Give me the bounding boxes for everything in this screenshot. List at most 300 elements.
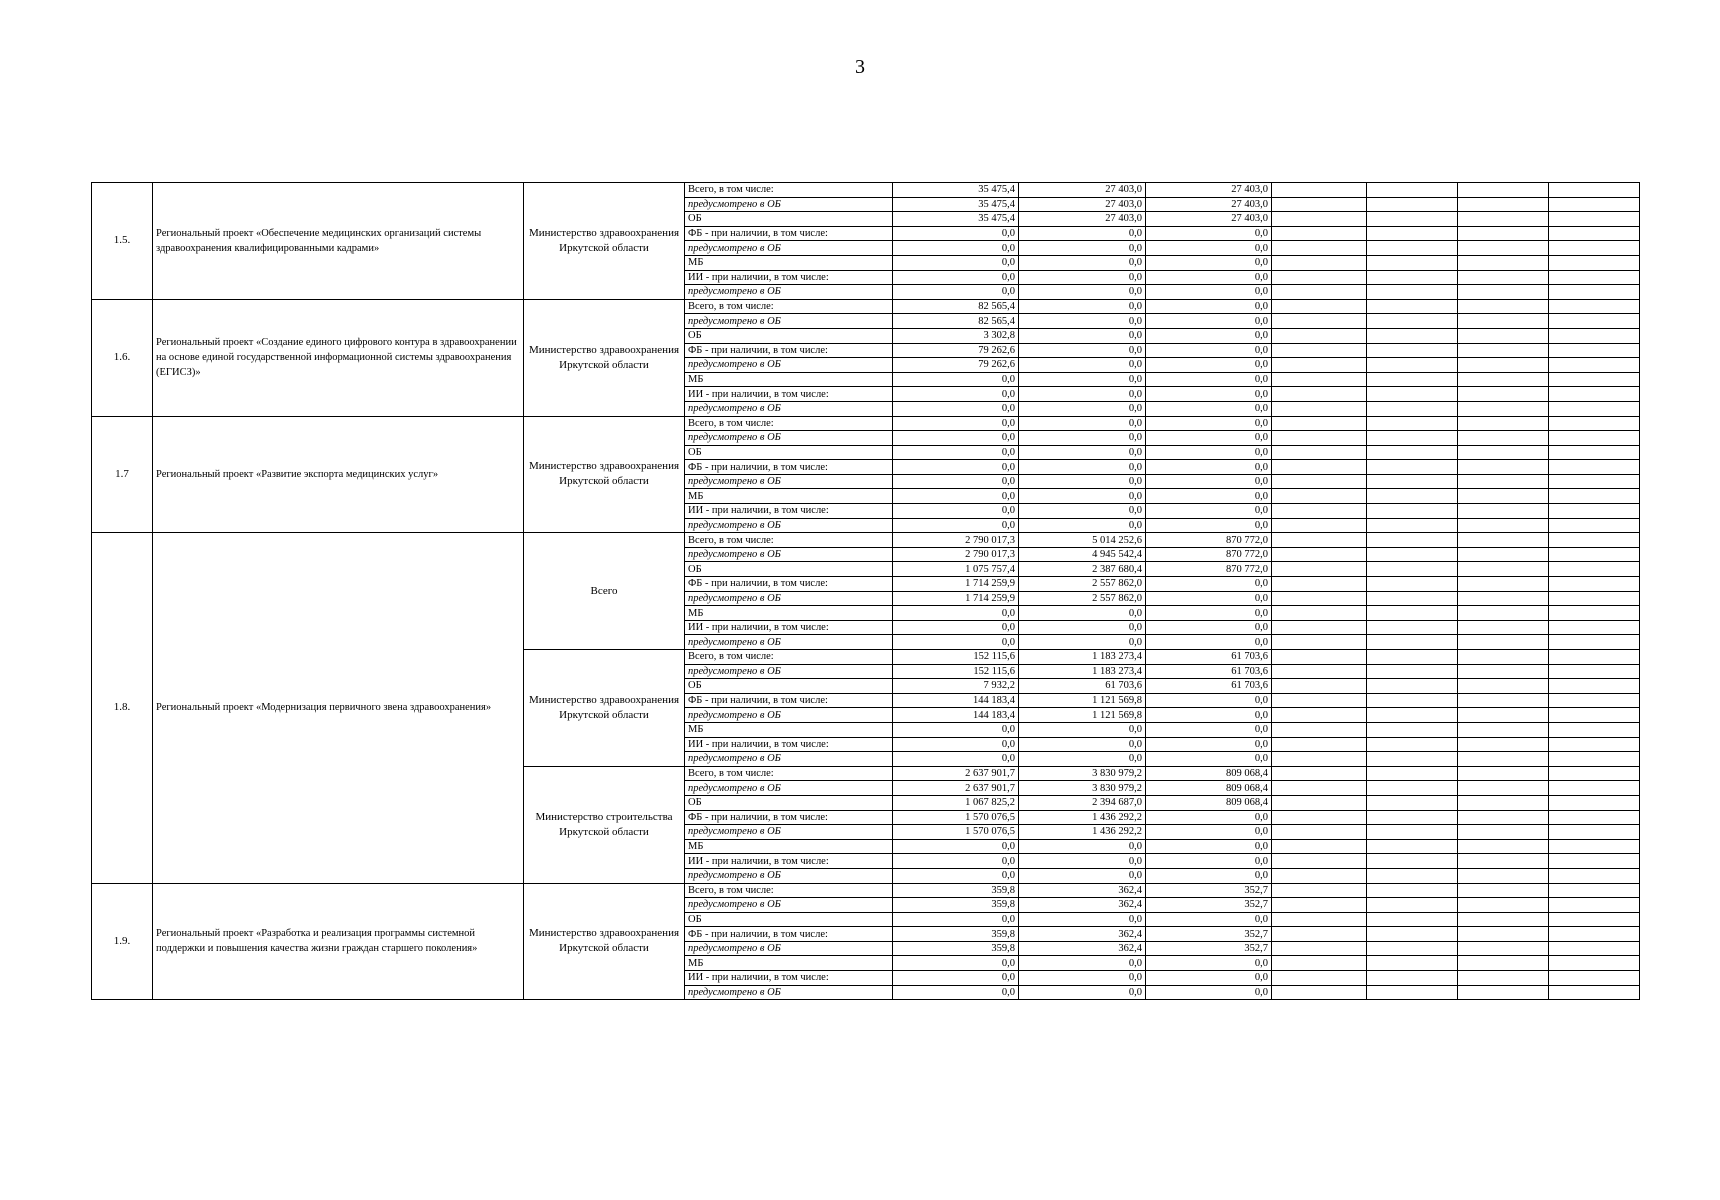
amount-cell: 144 183,4 — [893, 693, 1019, 708]
project-name: Региональный проект «Развитие экспорта медицинских услуг» — [153, 416, 524, 533]
funding-source-label: ОБ — [685, 912, 893, 927]
table-body — [92, 183, 1720, 1000]
empty-cell — [1549, 810, 1640, 825]
funding-source-label: ОБ — [685, 328, 893, 343]
funding-source-label: предусмотрено в ОБ — [685, 664, 893, 679]
empty-cell — [1458, 606, 1549, 621]
empty-cell — [1367, 985, 1458, 1000]
amount-cell: 0,0 — [1019, 285, 1146, 300]
amount-cell: 35 475,4 — [893, 212, 1019, 227]
amount-cell: 0,0 — [1019, 372, 1146, 387]
empty-cell — [1549, 562, 1640, 577]
empty-cell — [1458, 183, 1549, 198]
amount-cell: 0,0 — [1146, 971, 1272, 986]
amount-cell: 3 302,8 — [893, 328, 1019, 343]
empty-cell — [1549, 868, 1640, 883]
amount-cell: 0,0 — [1146, 722, 1272, 737]
funding-source-label: предусмотрено в ОБ — [685, 547, 893, 562]
empty-cell — [1458, 752, 1549, 767]
empty-cell — [1272, 708, 1367, 723]
empty-cell — [1272, 868, 1367, 883]
empty-cell — [1458, 898, 1549, 913]
empty-cell — [1458, 956, 1549, 971]
empty-cell — [1367, 518, 1458, 533]
amount-cell: 362,4 — [1019, 883, 1146, 898]
empty-cell — [1458, 883, 1549, 898]
empty-cell — [1458, 504, 1549, 519]
empty-cell — [1549, 693, 1640, 708]
empty-cell — [1272, 533, 1367, 548]
empty-cell — [1458, 650, 1549, 665]
amount-cell: 809 068,4 — [1146, 781, 1272, 796]
table-row — [92, 416, 1720, 431]
amount-cell: 0,0 — [1146, 985, 1272, 1000]
empty-cell — [1549, 985, 1640, 1000]
empty-cell — [1458, 547, 1549, 562]
amount-cell: 359,8 — [893, 941, 1019, 956]
amount-cell: 362,4 — [1019, 941, 1146, 956]
amount-cell: 0,0 — [893, 971, 1019, 986]
empty-cell — [1367, 577, 1458, 592]
amount-cell: 1 183 273,4 — [1019, 650, 1146, 665]
empty-cell — [1549, 460, 1640, 475]
empty-cell — [1549, 314, 1640, 329]
amount-cell: 0,0 — [893, 722, 1019, 737]
project-number: 1.8. — [92, 533, 153, 883]
amount-cell: 0,0 — [893, 620, 1019, 635]
empty-cell — [1458, 620, 1549, 635]
empty-cell — [1367, 299, 1458, 314]
empty-cell — [1458, 518, 1549, 533]
amount-cell: 0,0 — [1146, 635, 1272, 650]
empty-cell — [1549, 328, 1640, 343]
empty-cell — [1549, 285, 1640, 300]
project-number: 1.7 — [92, 416, 153, 533]
funding-source-label: Всего, в том числе: — [685, 416, 893, 431]
responsible-executor: Министерство здравоохранения Иркутской области — [524, 650, 685, 767]
empty-cell — [1367, 664, 1458, 679]
amount-cell: 0,0 — [1146, 708, 1272, 723]
funding-source-label: ФБ - при наличии, в том числе: — [685, 927, 893, 942]
empty-cell — [1549, 474, 1640, 489]
empty-cell — [1549, 650, 1640, 665]
amount-cell: 1 436 292,2 — [1019, 810, 1146, 825]
funding-source-label: предусмотрено в ОБ — [685, 898, 893, 913]
funding-source-label: МБ — [685, 722, 893, 737]
empty-cell — [1367, 752, 1458, 767]
empty-cell — [1458, 591, 1549, 606]
amount-cell: 35 475,4 — [893, 183, 1019, 198]
project-name: Региональный проект «Создание единого цифрового контура в здравоохранении на основе единой государственной информационной системы здравоохранения (ЕГИСЗ)» — [153, 299, 524, 416]
amount-cell: 0,0 — [1019, 752, 1146, 767]
empty-cell — [1549, 795, 1640, 810]
amount-cell: 0,0 — [1146, 606, 1272, 621]
amount-cell: 0,0 — [893, 752, 1019, 767]
financing-table — [91, 182, 1720, 1000]
amount-cell: 0,0 — [1019, 241, 1146, 256]
empty-cell — [1458, 474, 1549, 489]
amount-cell: 870 772,0 — [1146, 547, 1272, 562]
empty-cell — [1549, 766, 1640, 781]
amount-cell: 0,0 — [1146, 693, 1272, 708]
empty-cell — [1458, 416, 1549, 431]
financing-table-wrapper — [91, 182, 1720, 1000]
empty-cell — [1458, 401, 1549, 416]
funding-source-label: ОБ — [685, 445, 893, 460]
amount-cell: 0,0 — [1146, 810, 1272, 825]
empty-cell — [1272, 518, 1367, 533]
empty-cell — [1458, 489, 1549, 504]
amount-cell: 1 436 292,2 — [1019, 825, 1146, 840]
empty-cell — [1272, 255, 1367, 270]
amount-cell: 359,8 — [893, 898, 1019, 913]
amount-cell: 0,0 — [893, 270, 1019, 285]
empty-cell — [1458, 927, 1549, 942]
empty-cell — [1549, 839, 1640, 854]
amount-cell: 27 403,0 — [1146, 183, 1272, 198]
empty-cell — [1549, 737, 1640, 752]
funding-source-label: ИИ - при наличии, в том числе: — [685, 854, 893, 869]
amount-cell: 5 014 252,6 — [1019, 533, 1146, 548]
empty-cell — [1367, 183, 1458, 198]
empty-cell — [1458, 766, 1549, 781]
empty-cell — [1549, 343, 1640, 358]
empty-cell — [1367, 883, 1458, 898]
amount-cell: 359,8 — [893, 927, 1019, 942]
empty-cell — [1367, 197, 1458, 212]
empty-cell — [1367, 270, 1458, 285]
amount-cell: 0,0 — [893, 854, 1019, 869]
empty-cell — [1549, 431, 1640, 446]
amount-cell: 79 262,6 — [893, 343, 1019, 358]
amount-cell: 0,0 — [893, 474, 1019, 489]
amount-cell: 352,7 — [1146, 927, 1272, 942]
amount-cell: 0,0 — [1146, 956, 1272, 971]
empty-cell — [1367, 226, 1458, 241]
empty-cell — [1367, 460, 1458, 475]
funding-source-label: предусмотрено в ОБ — [685, 708, 893, 723]
empty-cell — [1272, 372, 1367, 387]
funding-source-label: предусмотрено в ОБ — [685, 635, 893, 650]
empty-cell — [1458, 212, 1549, 227]
empty-cell — [1549, 679, 1640, 694]
funding-source-label: предусмотрено в ОБ — [685, 358, 893, 373]
amount-cell: 144 183,4 — [893, 708, 1019, 723]
empty-cell — [1272, 183, 1367, 198]
amount-cell: 2 637 901,7 — [893, 781, 1019, 796]
amount-cell: 0,0 — [1019, 358, 1146, 373]
empty-cell — [1272, 328, 1367, 343]
empty-cell — [1549, 518, 1640, 533]
empty-cell — [1549, 197, 1640, 212]
funding-source-label: ИИ - при наличии, в том числе: — [685, 504, 893, 519]
amount-cell: 0,0 — [1019, 401, 1146, 416]
empty-cell — [1272, 562, 1367, 577]
funding-source-label: ИИ - при наличии, в том числе: — [685, 620, 893, 635]
funding-source-label: МБ — [685, 489, 893, 504]
empty-cell — [1549, 358, 1640, 373]
amount-cell: 352,7 — [1146, 898, 1272, 913]
amount-cell: 1 714 259,9 — [893, 591, 1019, 606]
empty-cell — [1458, 810, 1549, 825]
empty-cell — [1549, 533, 1640, 548]
empty-cell — [1549, 941, 1640, 956]
empty-cell — [1367, 358, 1458, 373]
empty-cell — [1272, 941, 1367, 956]
amount-cell: 809 068,4 — [1146, 766, 1272, 781]
amount-cell: 0,0 — [893, 431, 1019, 446]
empty-cell — [1458, 971, 1549, 986]
empty-cell — [1549, 620, 1640, 635]
empty-cell — [1549, 708, 1640, 723]
empty-cell — [1458, 328, 1549, 343]
amount-cell: 0,0 — [1019, 445, 1146, 460]
amount-cell: 0,0 — [1019, 460, 1146, 475]
amount-cell: 0,0 — [1146, 314, 1272, 329]
amount-cell: 0,0 — [1019, 722, 1146, 737]
empty-cell — [1272, 547, 1367, 562]
amount-cell: 0,0 — [1146, 401, 1272, 416]
empty-cell — [1272, 825, 1367, 840]
empty-cell — [1549, 270, 1640, 285]
empty-cell — [1458, 868, 1549, 883]
amount-cell: 362,4 — [1019, 898, 1146, 913]
amount-cell: 0,0 — [1019, 299, 1146, 314]
amount-cell: 79 262,6 — [893, 358, 1019, 373]
funding-source-label: предусмотрено в ОБ — [685, 241, 893, 256]
empty-cell — [1458, 781, 1549, 796]
funding-source-label: предусмотрено в ОБ — [685, 591, 893, 606]
funding-source-label: предусмотрено в ОБ — [685, 314, 893, 329]
empty-cell — [1367, 431, 1458, 446]
empty-cell — [1272, 241, 1367, 256]
empty-cell — [1549, 606, 1640, 621]
empty-cell — [1549, 445, 1640, 460]
funding-source-label: предусмотрено в ОБ — [685, 518, 893, 533]
empty-cell — [1367, 533, 1458, 548]
funding-source-label: предусмотрено в ОБ — [685, 401, 893, 416]
amount-cell: 0,0 — [893, 956, 1019, 971]
amount-cell: 0,0 — [893, 226, 1019, 241]
empty-cell — [1549, 372, 1640, 387]
amount-cell: 0,0 — [1019, 737, 1146, 752]
empty-cell — [1367, 693, 1458, 708]
empty-cell — [1549, 489, 1640, 504]
project-number: 1.9. — [92, 883, 153, 1000]
funding-source-label: МБ — [685, 255, 893, 270]
empty-cell — [1272, 679, 1367, 694]
funding-source-label: МБ — [685, 839, 893, 854]
empty-cell — [1549, 577, 1640, 592]
funding-source-label: ОБ — [685, 562, 893, 577]
empty-cell — [1458, 912, 1549, 927]
amount-cell: 0,0 — [893, 445, 1019, 460]
empty-cell — [1367, 591, 1458, 606]
empty-cell — [1367, 825, 1458, 840]
amount-cell: 0,0 — [893, 489, 1019, 504]
amount-cell: 82 565,4 — [893, 299, 1019, 314]
funding-source-label: ФБ - при наличии, в том числе: — [685, 460, 893, 475]
empty-cell — [1272, 620, 1367, 635]
amount-cell: 0,0 — [1146, 285, 1272, 300]
amount-cell: 0,0 — [1146, 460, 1272, 475]
empty-cell — [1272, 285, 1367, 300]
funding-source-label: предусмотрено в ОБ — [685, 474, 893, 489]
amount-cell: 0,0 — [1146, 270, 1272, 285]
empty-cell — [1272, 314, 1367, 329]
empty-cell — [1549, 416, 1640, 431]
amount-cell: 0,0 — [1019, 635, 1146, 650]
amount-cell: 0,0 — [893, 518, 1019, 533]
empty-cell — [1549, 255, 1640, 270]
amount-cell: 0,0 — [1146, 518, 1272, 533]
empty-cell — [1367, 255, 1458, 270]
amount-cell: 0,0 — [893, 241, 1019, 256]
amount-cell: 27 403,0 — [1146, 197, 1272, 212]
funding-source-label: ФБ - при наличии, в том числе: — [685, 226, 893, 241]
table-row — [92, 883, 1720, 898]
responsible-executor: Министерство здравоохранения Иркутской области — [524, 183, 685, 300]
amount-cell: 0,0 — [1146, 912, 1272, 927]
funding-source-label: ИИ - при наличии, в том числе: — [685, 971, 893, 986]
amount-cell: 0,0 — [1146, 868, 1272, 883]
funding-source-label: ФБ - при наличии, в том числе: — [685, 810, 893, 825]
amount-cell: 0,0 — [1146, 752, 1272, 767]
amount-cell: 0,0 — [893, 635, 1019, 650]
empty-cell — [1458, 679, 1549, 694]
funding-source-label: ИИ - при наличии, в том числе: — [685, 737, 893, 752]
empty-cell — [1549, 591, 1640, 606]
amount-cell: 27 403,0 — [1019, 183, 1146, 198]
amount-cell: 0,0 — [1146, 825, 1272, 840]
empty-cell — [1272, 445, 1367, 460]
empty-cell — [1272, 810, 1367, 825]
amount-cell: 0,0 — [893, 401, 1019, 416]
empty-cell — [1458, 737, 1549, 752]
empty-cell — [1367, 445, 1458, 460]
amount-cell: 0,0 — [1019, 518, 1146, 533]
amount-cell: 0,0 — [1019, 416, 1146, 431]
empty-cell — [1549, 401, 1640, 416]
empty-cell — [1367, 416, 1458, 431]
amount-cell: 0,0 — [1019, 328, 1146, 343]
amount-cell: 2 387 680,4 — [1019, 562, 1146, 577]
empty-cell — [1549, 781, 1640, 796]
funding-source-label: Всего, в том числе: — [685, 299, 893, 314]
empty-cell — [1272, 650, 1367, 665]
empty-cell — [1272, 854, 1367, 869]
empty-cell — [1367, 372, 1458, 387]
empty-cell — [1272, 927, 1367, 942]
empty-cell — [1367, 971, 1458, 986]
amount-cell: 3 830 979,2 — [1019, 781, 1146, 796]
amount-cell: 4 945 542,4 — [1019, 547, 1146, 562]
empty-cell — [1367, 679, 1458, 694]
empty-cell — [1458, 941, 1549, 956]
amount-cell: 2 790 017,3 — [893, 547, 1019, 562]
amount-cell: 152 115,6 — [893, 650, 1019, 665]
funding-source-label: ИИ - при наличии, в том числе: — [685, 270, 893, 285]
empty-cell — [1367, 708, 1458, 723]
amount-cell: 0,0 — [1146, 343, 1272, 358]
amount-cell: 0,0 — [893, 985, 1019, 1000]
amount-cell: 0,0 — [1019, 255, 1146, 270]
funding-source-label: предусмотрено в ОБ — [685, 868, 893, 883]
empty-cell — [1458, 533, 1549, 548]
amount-cell: 352,7 — [1146, 883, 1272, 898]
empty-cell — [1367, 737, 1458, 752]
funding-source-label: ФБ - при наличии, в том числе: — [685, 343, 893, 358]
amount-cell: 0,0 — [893, 912, 1019, 927]
amount-cell: 870 772,0 — [1146, 562, 1272, 577]
empty-cell — [1367, 474, 1458, 489]
empty-cell — [1367, 839, 1458, 854]
empty-cell — [1458, 314, 1549, 329]
amount-cell: 2 394 687,0 — [1019, 795, 1146, 810]
amount-cell: 0,0 — [1146, 255, 1272, 270]
empty-cell — [1367, 941, 1458, 956]
empty-cell — [1367, 401, 1458, 416]
funding-source-label: предусмотрено в ОБ — [685, 825, 893, 840]
empty-cell — [1367, 722, 1458, 737]
empty-cell — [1367, 766, 1458, 781]
empty-cell — [1272, 766, 1367, 781]
amount-cell: 0,0 — [1146, 328, 1272, 343]
amount-cell: 0,0 — [1146, 504, 1272, 519]
empty-cell — [1549, 635, 1640, 650]
empty-cell — [1367, 898, 1458, 913]
amount-cell: 809 068,4 — [1146, 795, 1272, 810]
empty-cell — [1272, 795, 1367, 810]
project-name: Региональный проект «Модернизация первичного звена здравоохранения» — [153, 533, 524, 883]
empty-cell — [1272, 693, 1367, 708]
empty-cell — [1367, 562, 1458, 577]
amount-cell: 0,0 — [1146, 226, 1272, 241]
amount-cell: 27 403,0 — [1019, 212, 1146, 227]
empty-cell — [1272, 270, 1367, 285]
funding-source-label: Всего, в том числе: — [685, 883, 893, 898]
empty-cell — [1458, 241, 1549, 256]
empty-cell — [1549, 927, 1640, 942]
amount-cell: 0,0 — [1019, 314, 1146, 329]
project-name: Региональный проект «Обеспечение медицинских организаций системы здравоохранения квалифицированными кадрами» — [153, 183, 524, 300]
empty-cell — [1458, 577, 1549, 592]
empty-cell — [1272, 971, 1367, 986]
empty-cell — [1272, 898, 1367, 913]
amount-cell: 0,0 — [1146, 577, 1272, 592]
funding-source-label: ИИ - при наличии, в том числе: — [685, 387, 893, 402]
empty-cell — [1458, 285, 1549, 300]
empty-cell — [1272, 212, 1367, 227]
empty-cell — [1549, 971, 1640, 986]
amount-cell: 870 772,0 — [1146, 533, 1272, 548]
funding-source-label: ОБ — [685, 795, 893, 810]
project-number: 1.6. — [92, 299, 153, 416]
empty-cell — [1458, 708, 1549, 723]
empty-cell — [1367, 606, 1458, 621]
empty-cell — [1272, 752, 1367, 767]
empty-cell — [1458, 635, 1549, 650]
amount-cell: 61 703,6 — [1019, 679, 1146, 694]
amount-cell: 1 570 076,5 — [893, 810, 1019, 825]
empty-cell — [1458, 358, 1549, 373]
empty-cell — [1367, 650, 1458, 665]
amount-cell: 0,0 — [1146, 241, 1272, 256]
empty-cell — [1272, 387, 1367, 402]
empty-cell — [1458, 460, 1549, 475]
amount-cell: 61 703,6 — [1146, 650, 1272, 665]
amount-cell: 0,0 — [1019, 868, 1146, 883]
